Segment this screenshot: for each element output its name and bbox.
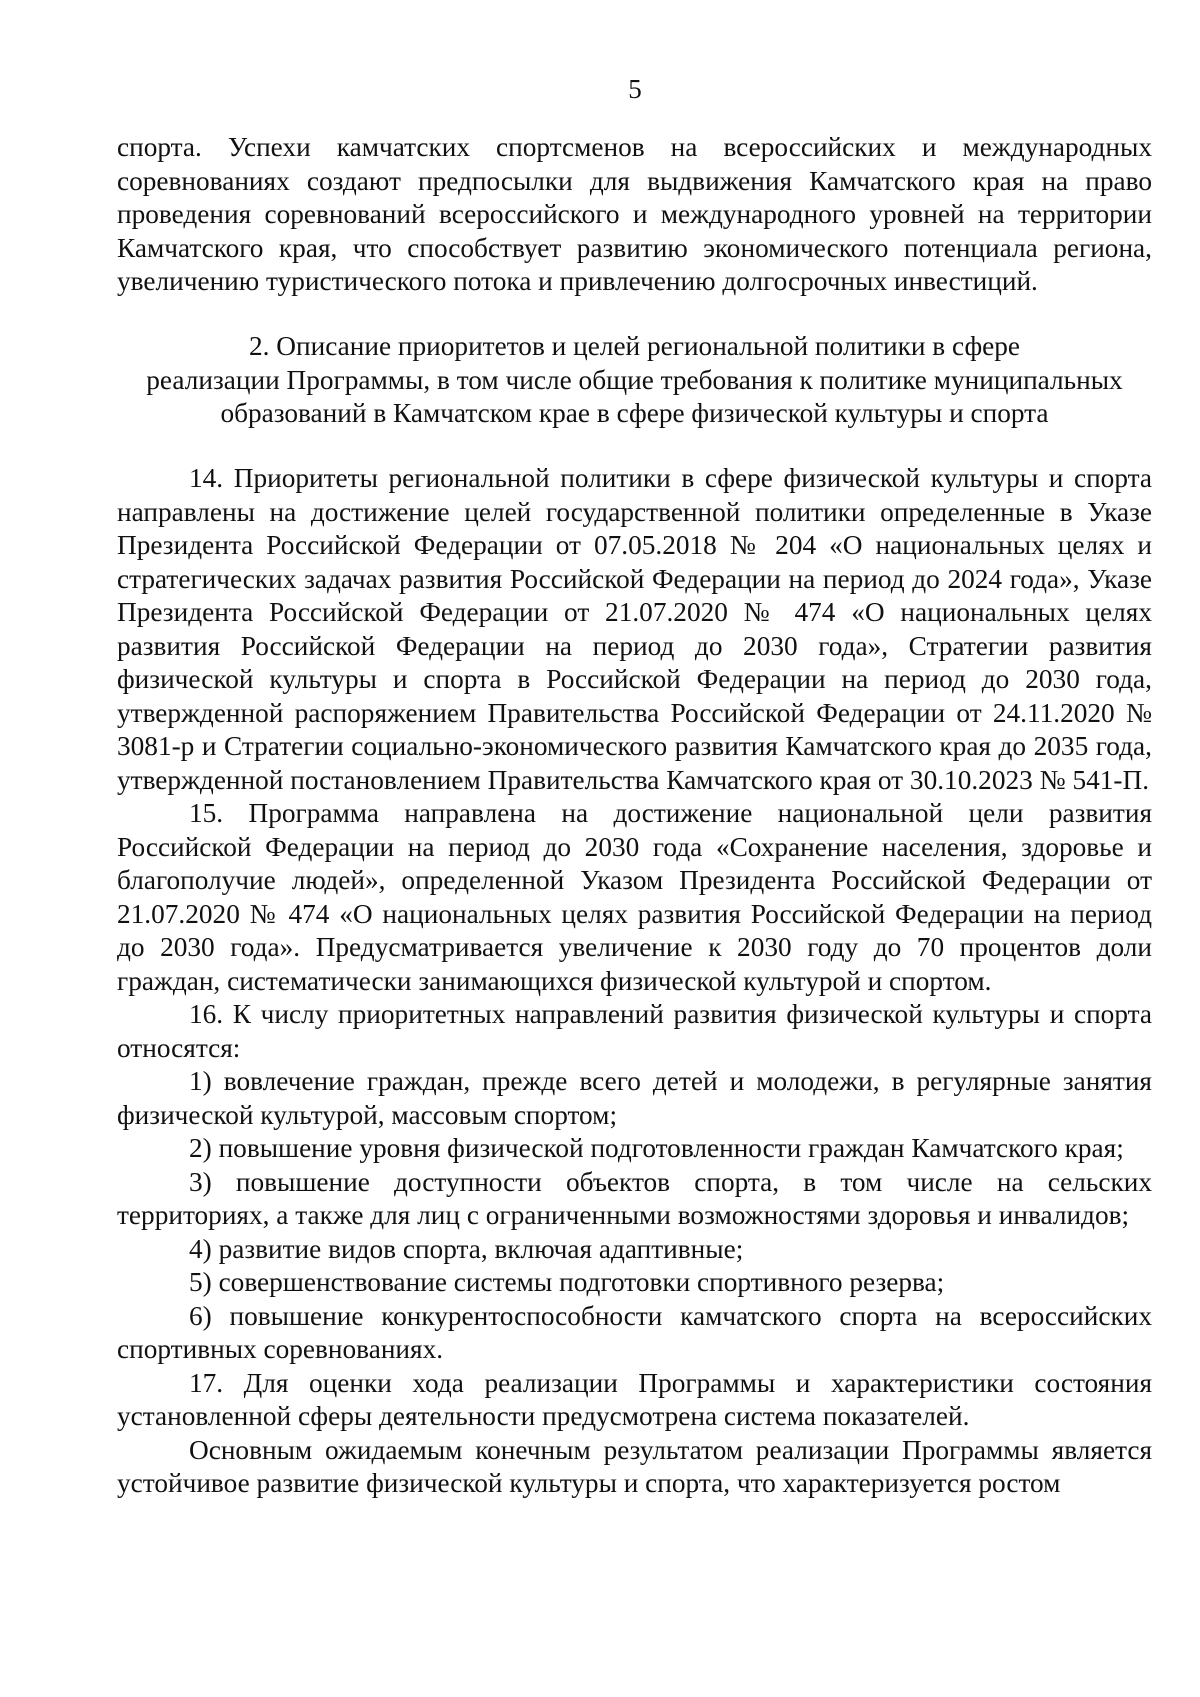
list-item-3: 3) повышение доступности объектов спорта, в том числе на сельских территориях, а также для лиц с ограниченными возможностями здоровья и инвалидов;: [117, 1166, 1152, 1230]
list-item-1: 1) вовлечение граждан, прежде всего детей и молодежи, в регулярные занятия физической культурой, массовым спортом;: [117, 1066, 1152, 1130]
paragraph-14: 14. Приоритеты региональной политики в сфере физической культуры и спорта направлены на достижение целей государственной политики определенные в Указе Президента Российской Федерации от 07.05.2018 № 204 «О национальных целях и стратегических задачах развития Российской Федерации на период до 2024 года», Указе Президента Российской Федерации от 21.07.2020 № 474 «О национальных целях развития Российской Федерации на период до 2030 года», Стратегии развития физической культуры и спорта в Российской Федерации на период до 2030 года, утвержденной распоряжением Правительства Российской Федерации от 24.11.2020 № 3081-р и Стратегии социально-экономического развития Камчатского края до 2035 года, утвержденной постановлением Правительства Камчатского края от 30.10.2023 № 541-П.: [117, 463, 1152, 795]
paragraph-17: 17. Для оценки хода реализации Программы и характеристики состояния установленной сферы деятельности предусмотрена система показателей.: [117, 1367, 1152, 1431]
list-item-5: 5) совершенствование системы подготовки спортивного резерва;: [189, 1267, 945, 1297]
page-number: 5: [628, 74, 642, 104]
list-item-2: 2) повышение уровня физической подготовленности граждан Камчатского края;: [189, 1133, 1124, 1163]
paragraph-result: Основным ожидаемым конечным результатом реализации Программы является устойчивое развитие физической культуры и спорта, что характеризуется ростом: [117, 1434, 1152, 1498]
paragraph-16: 16. К числу приоритетных направлений развития физической культуры и спорта относятся:: [117, 999, 1152, 1063]
section-heading-line-1: 2. Описание приоритетов и целей региональной политики в сфере: [248, 331, 1021, 361]
section-heading: [117, 330, 1152, 431]
intro-paragraph: спорта. Успехи камчатских спортсменов на всероссийских и международных соревнованиях создают предпосылки для выдвижения Камчатского края на право проведения соревнований всероссийского и международного уровней на территории Камчатского края, что способствует развитию экономического потенциала региона, увеличению туристического потока и привлечению долгосрочных инвестиций.: [117, 132, 1152, 296]
intro-block: [117, 131, 1152, 299]
paragraph-15: 15. Программа направлена на достижение национальной цели развития Российской Федерации на период до 2030 года «Сохранение населения, здоровье и благополучие людей», определенной Указом Президента Российской Федерации от 21.07.2020 № 474 «О национальных целях развития Российской Федерации на период до 2030 года». Предусматривается увеличение к 2030 году до 70 процентов доли граждан, систематически занимающихся физической культурой и спортом.: [117, 798, 1152, 996]
body-text: [117, 462, 1152, 1501]
list-item-4: 4) развитие видов спорта, включая адаптивные;: [189, 1233, 744, 1264]
section-heading-line-3: образований в Камчатском крае в сфере физической культуры и спорта: [220, 398, 1049, 428]
list-item-6: 6) повышение конкурентоспособности камчатского спорта на всероссийских спортивных соревнованиях.: [117, 1300, 1152, 1364]
section-heading-line-2: реализации Программы, в том числе общие требования к политике муниципальных: [146, 364, 1123, 395]
